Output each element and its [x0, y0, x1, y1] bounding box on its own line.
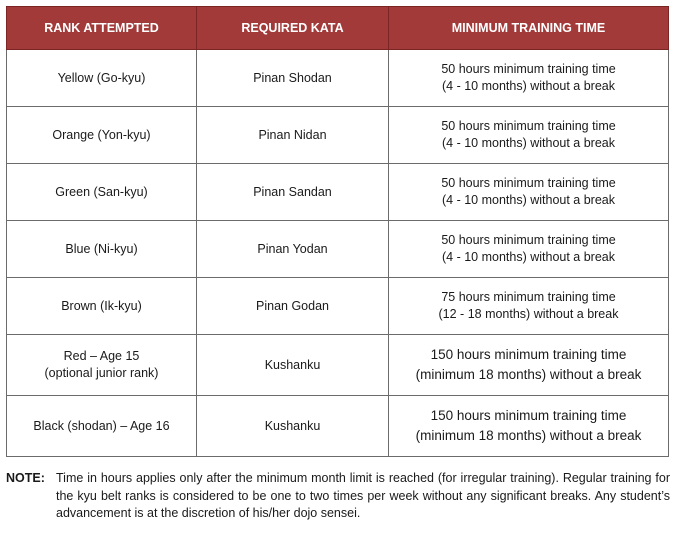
time-hours: 150 hours minimum training time [430, 408, 627, 423]
kata-cell: Kushanku [197, 335, 389, 396]
rank-cell [7, 396, 197, 457]
time-hours: 150 hours minimum training time [430, 347, 627, 362]
time-cell [389, 164, 669, 221]
rank-cell [7, 278, 197, 335]
table-row [7, 396, 669, 457]
rank-subtext: (optional junior rank) [44, 366, 159, 380]
time-months: (12 - 18 months) without a break [438, 307, 619, 321]
rank-text: Black (shodan) – Age 16 [33, 418, 170, 433]
time-months: (4 - 10 months) without a break [442, 250, 615, 264]
time-hours: 50 hours minimum training time [441, 233, 616, 247]
kata-cell: Pinan Godan [197, 278, 389, 335]
rank-cell [7, 335, 197, 396]
time-hours: 50 hours minimum training time [441, 176, 616, 190]
time-cell [389, 107, 669, 164]
time-months: (4 - 10 months) without a break [442, 79, 615, 93]
header-required-kata: REQUIRED KATA [197, 7, 389, 50]
time-cell [389, 396, 669, 457]
rank-cell [7, 107, 197, 164]
time-months: (minimum 18 months) without a break [415, 367, 642, 382]
kata-cell: Kushanku [197, 396, 389, 457]
rank-text: Blue (Ni-kyu) [65, 241, 138, 256]
table-row [7, 164, 669, 221]
header-rank-attempted: RANK ATTEMPTED [7, 7, 197, 50]
table-row [7, 221, 669, 278]
table-row [7, 278, 669, 335]
rank-requirements-table-wrap [6, 6, 668, 457]
time-hours: 75 hours minimum training time [441, 290, 616, 304]
table-row [7, 107, 669, 164]
rank-cell [7, 221, 197, 278]
rank-requirements-table [6, 6, 669, 457]
rank-text: Red – Age 15 [63, 349, 140, 363]
table-header-row [7, 7, 669, 50]
time-months: (4 - 10 months) without a break [442, 193, 615, 207]
table-row [7, 335, 669, 396]
time-months: (minimum 18 months) without a break [415, 428, 642, 443]
table-row [7, 50, 669, 107]
rank-text: Brown (Ik-kyu) [61, 298, 142, 313]
header-minimum-training-time: MINIMUM TRAINING TIME [389, 7, 669, 50]
rank-text: Green (San-kyu) [55, 184, 148, 199]
footnote [6, 470, 670, 523]
time-cell [389, 221, 669, 278]
time-hours: 50 hours minimum training time [441, 119, 616, 133]
rank-text: Yellow (Go-kyu) [57, 70, 146, 85]
rank-cell [7, 164, 197, 221]
note-text: Time in hours applies only after the minimum month limit is reached (for irregular training). Regular training for the kyu belt ranks is considered to be one to two times per week without any significant breaks. Any student’s advancement is at the discretion of his/her dojo sensei. [56, 471, 670, 520]
rank-cell [7, 50, 197, 107]
kata-cell: Pinan Sandan [197, 164, 389, 221]
kata-cell: Pinan Nidan [197, 107, 389, 164]
kata-cell: Pinan Shodan [197, 50, 389, 107]
time-months: (4 - 10 months) without a break [442, 136, 615, 150]
note-label: NOTE: [6, 471, 45, 485]
kata-cell: Pinan Yodan [197, 221, 389, 278]
time-hours: 50 hours minimum training time [441, 62, 616, 76]
rank-text: Orange (Yon-kyu) [52, 127, 151, 142]
time-cell [389, 278, 669, 335]
time-cell [389, 335, 669, 396]
time-cell [389, 50, 669, 107]
